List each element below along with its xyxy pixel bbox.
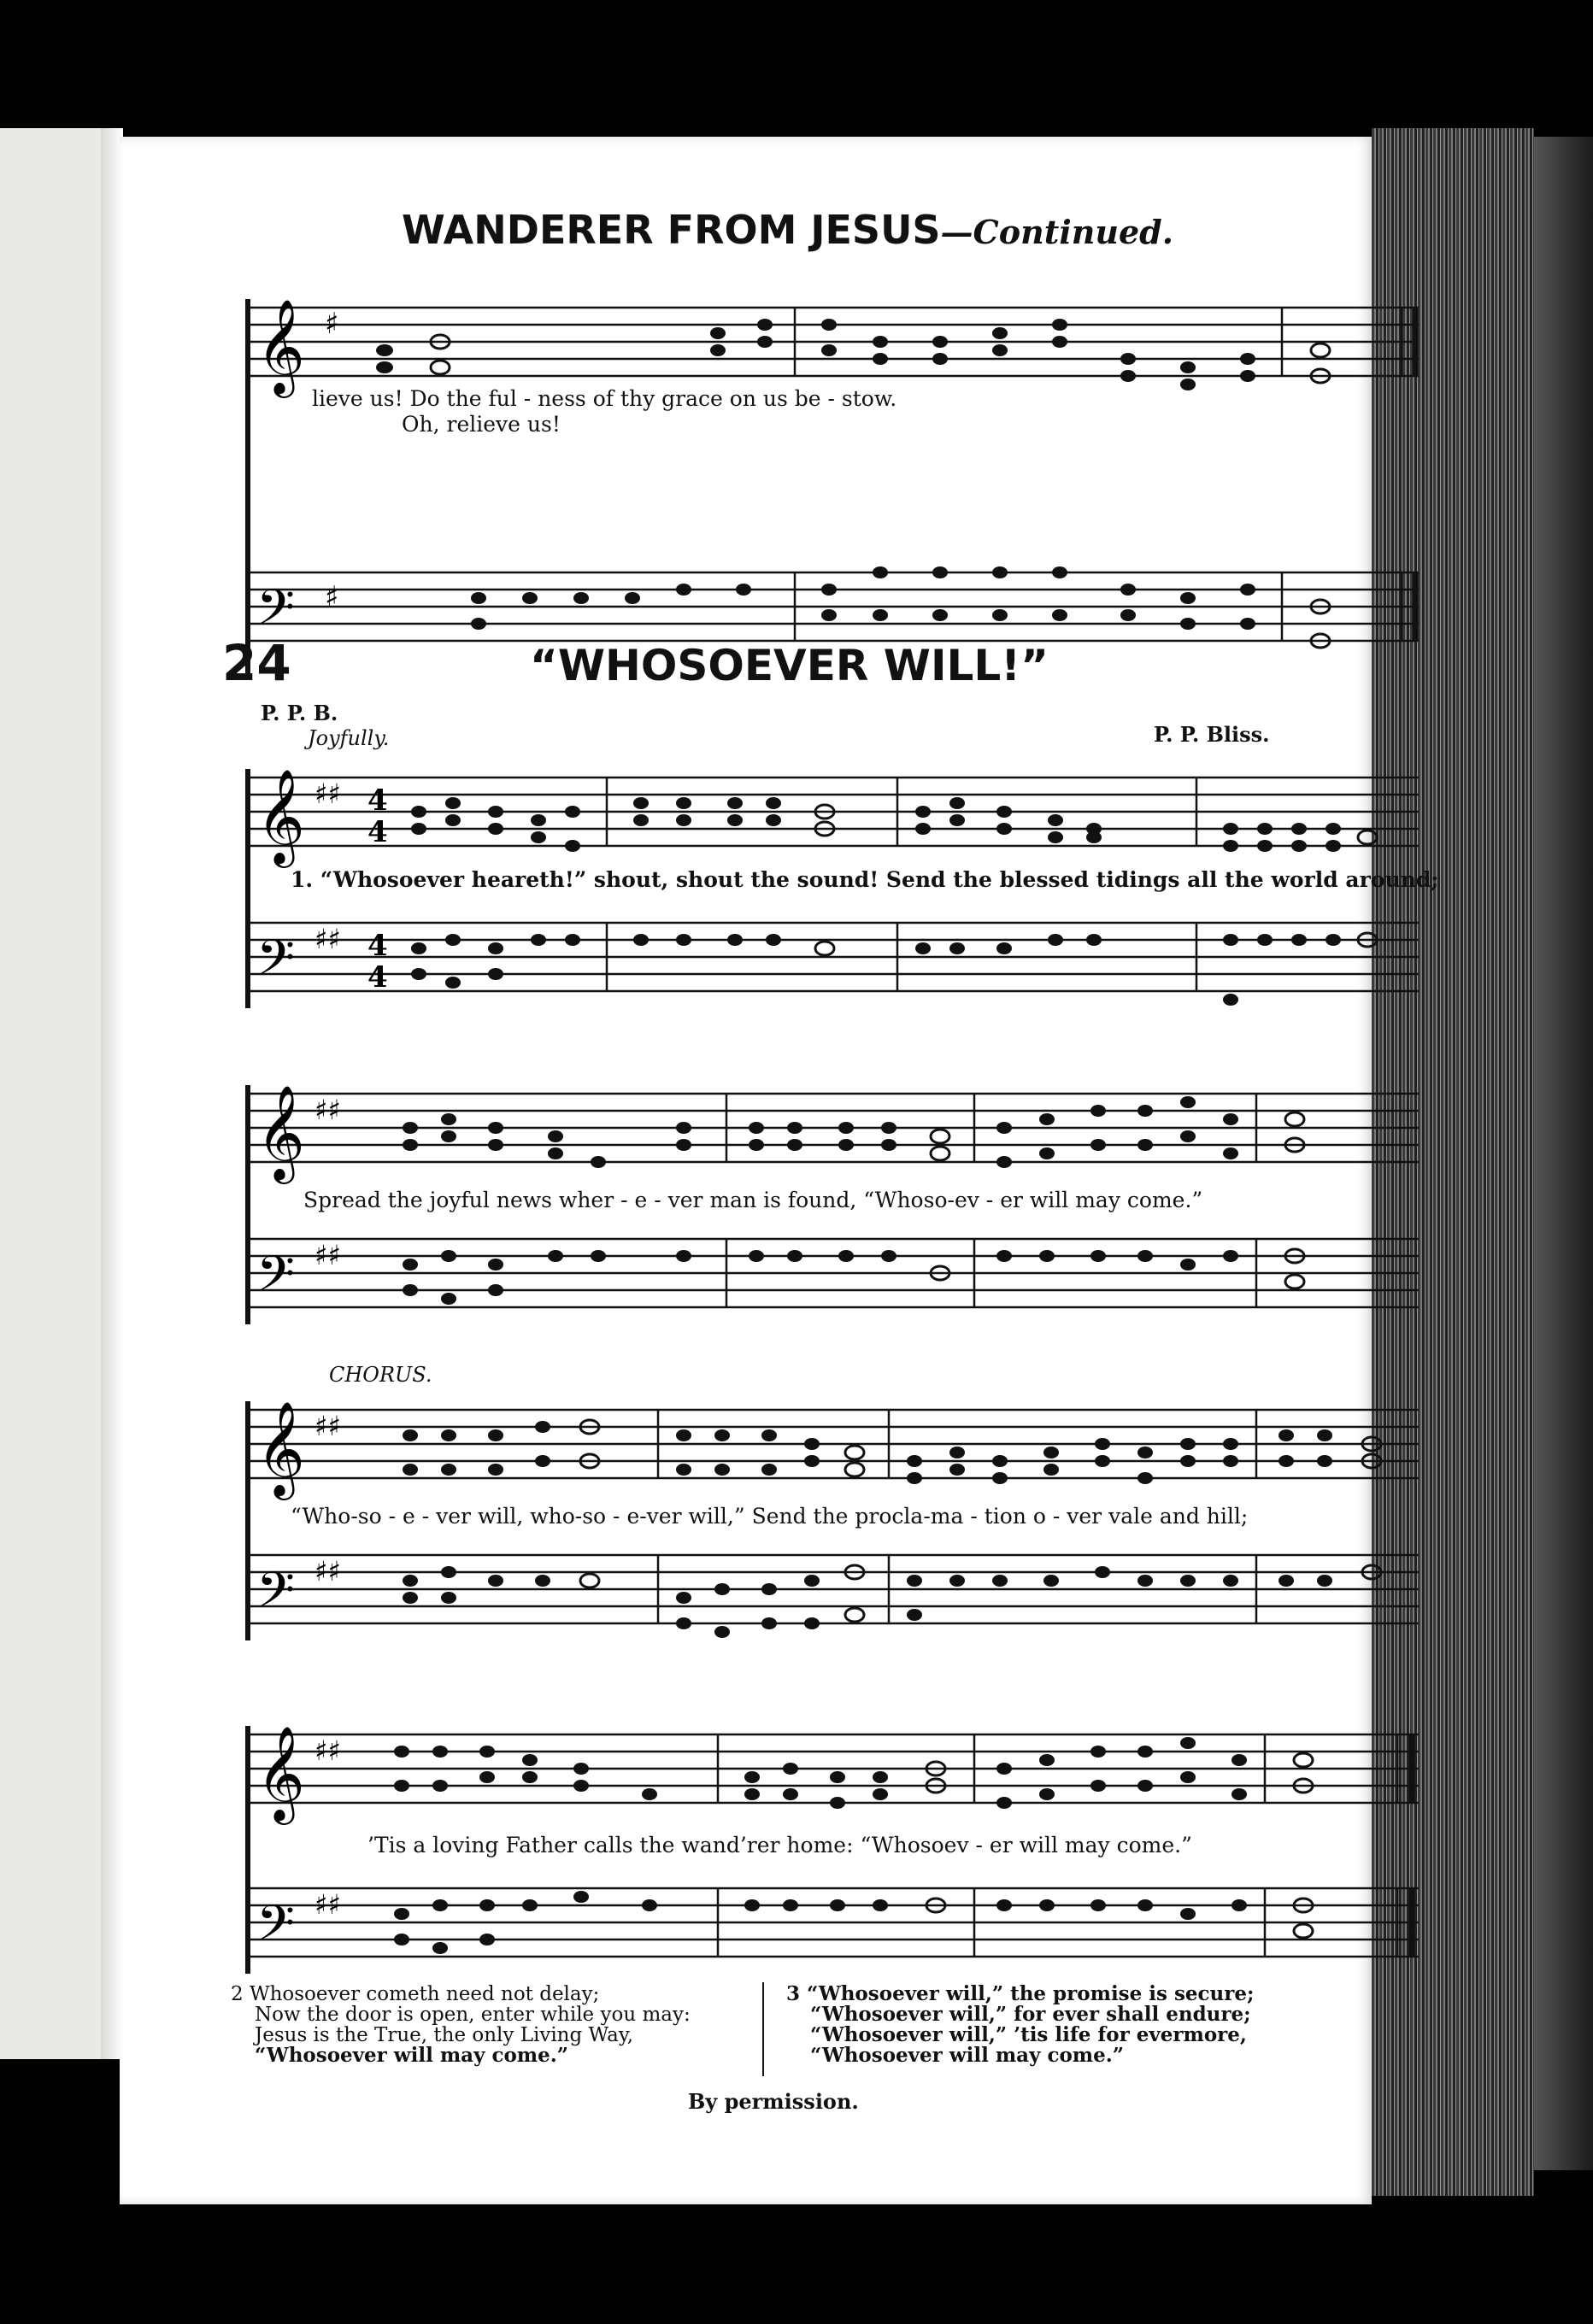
treble-clef-icon: 𝄞 [256,1084,305,1180]
verse-2 [231,1984,691,2066]
previous-hymn-title [402,207,1173,253]
key-signature-sharps: ♯♯ [314,1734,341,1767]
bass-clef-icon: 𝄢 [256,1561,296,1631]
music-credit: P. P. Bliss. [1154,722,1270,747]
lyrics-line-3: “Who-so - e - ver will, who-so - e-ver will,” Send the procla-ma - tion o - ver vale and hill; [291,1504,1249,1529]
bass-clef-icon: 𝄢 [256,929,296,999]
hymnal-page [120,137,1439,2204]
bass-clef-icon: 𝄢 [256,578,296,648]
time-signature-bottom: 4 [367,815,388,849]
notes-system-0 [376,319,1330,648]
verse-2-line-2: Now the door is open, enter while you may: [255,2004,691,2026]
key-signature-sharps-bass: ♯♯ [314,1239,341,1271]
verse-3-line-2: “Whosoever will,” for ever shall endure; [810,2003,1251,2026]
continued-label: —Continued. [940,213,1173,251]
verse-3 [786,1984,1255,2066]
book-cover-edge [1534,137,1593,2170]
key-signature-sharps-bass: ♯♯ [314,1555,341,1587]
bass-clef-icon: 𝄢 [256,1894,296,1964]
verse-2-line-4: “Whosoever will may come.” [255,2044,568,2067]
verse-divider [762,1982,764,2076]
key-signature-sharps-bass: ♯♯ [314,923,341,955]
treble-clef-icon: 𝄞 [256,298,305,394]
key-signature-sharps: ♯♯ [314,1094,341,1126]
chorus-label: CHORUS. [329,1363,432,1387]
hymn-title: “WHOSOEVER WILL!” [530,641,1049,690]
time-signature-bottom-bass: 4 [367,960,388,995]
key-signature-sharp-bass: ♯ [325,580,339,614]
tempo-marking: Joyfully. [308,726,390,750]
system-0 [239,282,1436,692]
key-signature-sharps: ♯♯ [314,778,341,810]
lyrics-line-1: 1. “Whosoever heareth!” shout, shout the sound! Send the blessed tidings all the world around; [291,867,1439,892]
hymn-number: 24 [222,634,291,692]
permission-note: By permission. [688,2089,859,2114]
lyrics-line-4: ’Tis a loving Father calls the wand’rer home: “Whosoev - er will may come.” [367,1833,1192,1857]
verse-3-line-3: “Whosoever will,” ’tis life for evermore, [810,2023,1247,2046]
previous-hymn-title-text: WANDERER FROM JESUS [402,207,941,253]
treble-clef-icon: 𝄞 [256,1400,305,1496]
time-signature-top: 4 [367,783,388,818]
time-signature-top-bass: 4 [367,929,388,963]
verse-2-line-1: 2 Whosoever cometh need not delay; [231,1983,600,2005]
lyrics-line-2: Spread the joyful news wher - e - ver man is found, “Whoso-ev - er will may come.” [303,1188,1203,1212]
left-page [0,128,111,2059]
verse-2-line-3: Jesus is the True, the only Living Way, [255,2024,634,2046]
verse-3-line-4: “Whosoever will may come.” [810,2044,1124,2067]
lyrics-prev-line-2: Oh, relieve us! [402,412,561,437]
key-signature-sharps: ♯♯ [314,1410,341,1442]
verse-3-line-1: 3 “Whosoever will,” the promise is secure; [786,1982,1255,2005]
lyrics-prev-line-1: lieve us! Do the ful - ness of thy grace on us be - stow. [312,386,897,411]
treble-clef-icon: 𝄞 [256,768,305,864]
words-credit: P. P. B. [261,701,338,725]
key-signature-sharp: ♯ [325,307,339,341]
system-1 [239,752,1436,1034]
bass-clef-icon: 𝄢 [256,1245,296,1315]
key-signature-sharps-bass: ♯♯ [314,1888,341,1921]
treble-clef-icon: 𝄞 [256,1725,305,1821]
